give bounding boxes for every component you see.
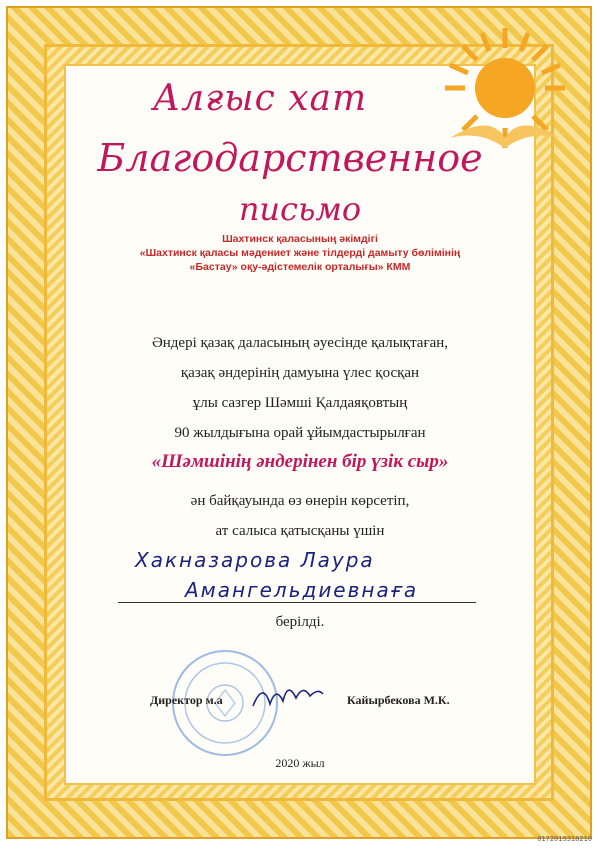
recipient-name-line-1: Хакназарова Лаура xyxy=(135,548,375,572)
director-title: Директор м.а xyxy=(150,693,223,707)
given-text: берілді. xyxy=(275,614,325,630)
body-line-1: Әндері қазақ даласының әуесінде қалықтаған, xyxy=(151,335,449,351)
recipient-name-line-2: Амангельдиевнаға xyxy=(185,578,419,602)
body-line-2: қазақ әндерінің дамуына үлес қосқан xyxy=(180,365,420,381)
title-russian-line2: письмо xyxy=(238,190,362,228)
organization-block xyxy=(100,232,500,274)
org-line-1: Шахтинск қаласының әкімдігі xyxy=(222,233,378,245)
handwritten-signature xyxy=(248,676,328,716)
director-name: Кайырбекова М.К. xyxy=(347,693,450,707)
signature-underline xyxy=(118,602,476,603)
title-kazakh: Алғыс хат xyxy=(152,78,368,119)
body-text xyxy=(110,328,490,448)
event-title: «Шәмшінің әндерінен бір үзік сыр» xyxy=(151,451,449,472)
title-russian: Благодарственное xyxy=(97,136,483,180)
body-line-4: 90 жылдығына орай ұйымдастырылған xyxy=(174,425,426,441)
org-line-2: «Шахтинск қаласы мәдениет және тілдерді дамыту бөлімінің xyxy=(139,247,461,259)
document-barcode-number: 0172019318210 xyxy=(537,835,592,843)
year-text: 2020 жыл xyxy=(275,756,325,770)
body-line-6: ат салыса қатысқаны үшін xyxy=(215,523,385,539)
body-line-5: ән байқауында өз өнерін көрсетіп, xyxy=(190,493,410,509)
body-text-2 xyxy=(110,486,490,546)
body-line-3: ұлы сазгер Шәмші Қалдаяқовтың xyxy=(192,395,408,411)
org-line-3: «Бастау» оқу-әдістемелік орталығы» КММ xyxy=(189,261,411,273)
